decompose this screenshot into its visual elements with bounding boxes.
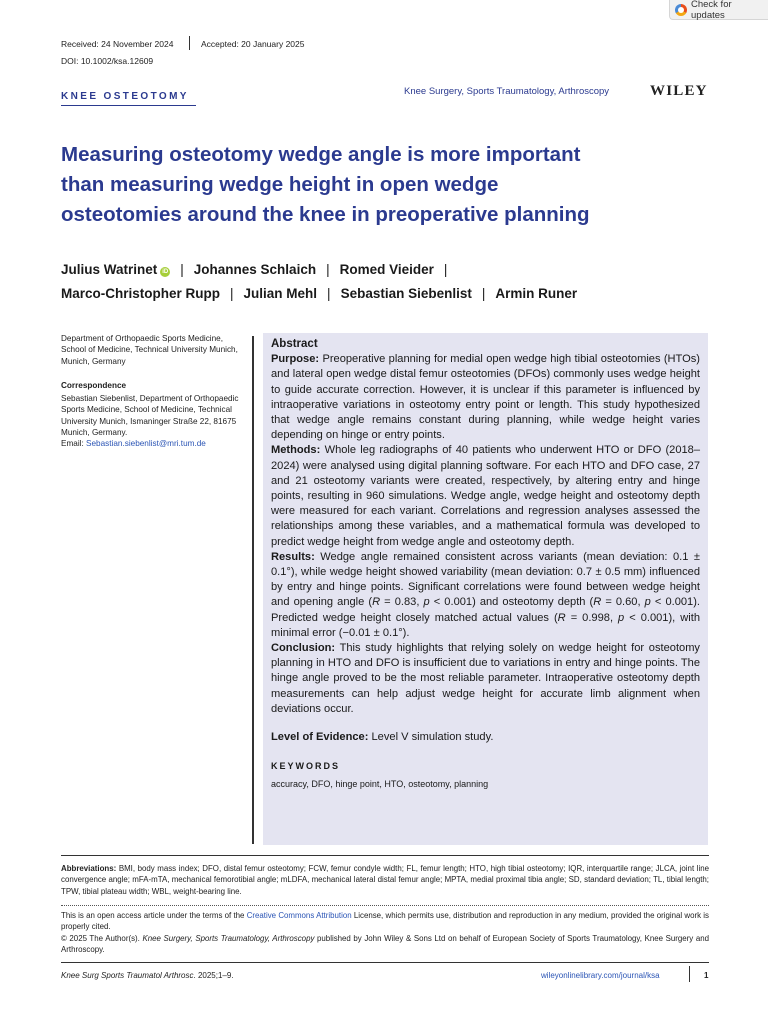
accepted-date: Accepted: 20 January 2025 xyxy=(201,39,305,49)
category-underline xyxy=(61,105,196,106)
author-name[interactable]: Julian Mehl xyxy=(243,286,318,301)
level-of-evidence: Level of Evidence: Level V simulation study. xyxy=(271,731,494,744)
author-separator: | xyxy=(327,286,331,301)
author-name[interactable]: Sebastian Siebenlist xyxy=(340,286,472,301)
abstract-conclusion: Conclusion: This study highlights that relying solely on wedge height for osteotomy planning in HTO and DFO is insufficient due to variations in entry and hinge points. The hinge angle proved to be the most reliable parameter. Intraoperative osteotomy depth measurements can help adjust wedge height for accurate limb alignment when deviations occur. xyxy=(271,642,700,715)
author-separator: | xyxy=(443,262,448,277)
license-text: This is an open access article under the terms of the Creative Commons Attribution License, which permits use, distribution and reproduction in any medium, provided the original work is properly cited. xyxy=(61,911,709,932)
footer-url-link[interactable]: wileyonlinelibrary.com/journal/ksa xyxy=(541,971,660,980)
abstract-methods: Methods: Whole leg radiographs of 40 patients who underwent HTO or DFO (2018–2024) were analysed using digital planning software. For each HTO and DFO case, 27 and 21 osteotomy variants were created, respectively, by altering entry and hinge points, resulting in 960 simulations. Wedge angle, wedge height and osteotomy depth were measured for each variant. Correlations and regression analyses assessed the relationships among these variables, and a mathematical formula was developed to predict wedge height from wedge angle and osteotomy depth. xyxy=(271,444,701,548)
author-name[interactable]: Armin Runer xyxy=(495,286,578,301)
section-rule xyxy=(61,855,709,856)
check-for-updates-button[interactable] xyxy=(669,0,768,20)
abstract-purpose: Purpose: Preoperative planning for medial open wedge high tibial osteotomies (HTOs) and lateral open wedge distal femur osteotomies (DFOs) commonly uses wedge height to guide accurate correction. However, it is unclear if this parameter is influenced by intraoperative variations in osteotomy entry point or length. This study hypothesized that wedge angle remains constant during planning, while wedge height varies depending on hinge or entry points. xyxy=(271,353,700,442)
dotted-rule xyxy=(61,905,709,906)
email-link[interactable]: Sebastian.siebenlist@mri.tum.de xyxy=(86,439,206,449)
footer-url xyxy=(541,971,660,980)
footer-rule xyxy=(61,962,709,963)
check-for-updates-label: Check for updates xyxy=(690,0,732,21)
crossmark-icon xyxy=(675,4,687,16)
correspondence-heading: Correspondence xyxy=(61,380,127,390)
footer-divider xyxy=(689,966,690,982)
license-link[interactable]: Creative Commons Attribution xyxy=(246,911,352,920)
email-line xyxy=(61,438,246,449)
footer-citation: Knee Surg Sports Traumatol Arthrosc. 2025;1–9. xyxy=(61,971,234,980)
author-name[interactable]: Romed Vieider xyxy=(339,262,434,277)
abbreviations: Abbreviations: BMI, body mass index; DFO, distal femur osteotomy; FCW, femur condyle width; FL, femur length; HTO, high tibial osteotomy; IQR, interquartile range; JLCA, joint line convergence angle; mFA-mTA, mechanical femorotibial angle; mLDFA, mechanical lateral distal femur angle; MPTA, medial proximal tibia angle; SD, standard deviation; TL, tibial length; TPW, tibial plateau width; WBL, weight-bearing line. xyxy=(61,864,709,896)
meta-divider xyxy=(189,36,190,50)
abstract xyxy=(271,337,700,793)
author-separator: | xyxy=(230,286,234,301)
author-separator: | xyxy=(481,286,486,301)
title-line: Measuring osteotomy wedge angle is more important xyxy=(61,143,581,166)
author-name[interactable]: Marco-Christopher Rupp xyxy=(61,286,221,301)
page-number: 1 xyxy=(704,971,709,980)
email-label: Email: xyxy=(61,439,87,449)
affiliation: Department of Orthopaedic Sports Medicine, School of Medicine, Technical University Munich, Munich, Germany xyxy=(61,334,238,366)
author-name[interactable]: Johannes Schlaich xyxy=(193,262,317,277)
abstract-results: Results: Wedge angle remained consistent across variants (mean deviation: 0.1 ± 0.1°), while wedge height showed variability (mean deviation: 0.7 ± 0.5 mm) influenced by entry and hinge points. Significant correlations were found between wedge height and opening angle (R = 0.83, p < 0.001) and osteotomy depth (R = 0.60, p < 0.001). Predicted wedge height closely matched actual values (R = 0.998, p < 0.001), with minimal error (−0.01 ± 0.1°). xyxy=(271,550,701,639)
title-line: than measuring wedge height in open wedge xyxy=(61,173,499,196)
license-block xyxy=(61,910,709,955)
copyright-text: © 2025 The Author(s). Knee Surgery, Sports Traumatology, Arthroscopy published by John Wiley & Sons Ltd on behalf of European Society of Sports Traumatology, Knee Surgery and Arthroscopy. xyxy=(61,933,710,954)
article-title xyxy=(61,140,721,230)
column-divider xyxy=(252,336,254,844)
publisher-logo: WILEY xyxy=(650,83,708,99)
abstract-heading: Abstract xyxy=(271,338,318,350)
title-line: osteotomies around the knee in preoperative planning xyxy=(61,203,590,226)
journal-name[interactable]: Knee Surgery, Sports Traumatology, Arthroscopy xyxy=(404,86,610,97)
received-date: Received: 24 November 2024 xyxy=(61,39,174,49)
author-list xyxy=(61,258,577,306)
orcid-icon[interactable]: iD xyxy=(162,269,169,275)
keywords: accuracy, DFO, hinge point, HTO, osteotomy, planning xyxy=(271,779,489,790)
doi: DOI: 10.1002/ksa.12609 xyxy=(61,56,154,66)
author-separator: | xyxy=(180,262,184,277)
author-separator: | xyxy=(326,262,330,277)
keywords-heading: KEYWORDS xyxy=(271,761,341,772)
author-name[interactable]: Julius Watrinet xyxy=(61,262,158,277)
article-category: KNEE OSTEOTOMY xyxy=(61,91,189,102)
correspondence-text: Sebastian Siebenlist, Department of Orthopaedic Sports Medicine, School of Medicine, Technical University Munich, Ismaninger Straße 22, 81675 Munich, Germany. xyxy=(61,394,239,438)
affiliation-column xyxy=(61,333,246,450)
